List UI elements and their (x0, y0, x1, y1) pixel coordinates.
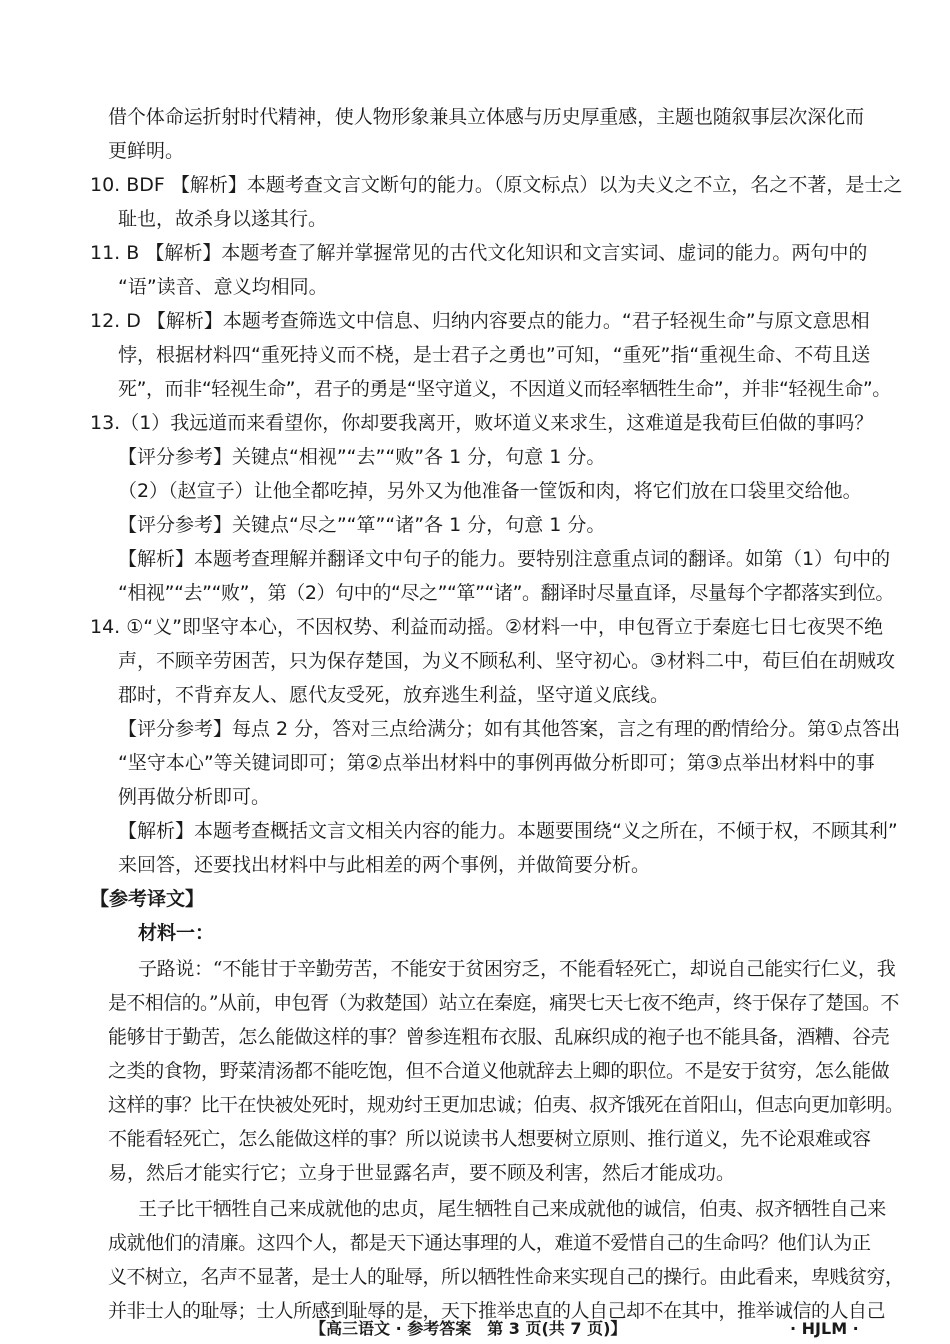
translation-line: 成就他们的清廉。这四个人，都是天下通达事理的人，难道不爱惜自己的生命吗？他们认为正 (108, 1232, 871, 1254)
scoring-note: 【评分参考】关键点“尽之”“箪”“诸”各 1 分，句意 1 分。 (118, 514, 606, 536)
analysis-note: 【解析】本题考查理解并翻译文中句子的能力。要特别注意重点词的翻译。如第（1）句中的 (118, 548, 891, 570)
translation-line: 之类的食物，野菜清汤都不能吃饱，但不合道义他就辞去上卿的职位。不是安于贫穷，怎么能做 (108, 1060, 890, 1082)
translation-line: 子路说：“不能甘于辛勤劳苦，不能安于贫困穷乏，不能看轻死亡，却说自己能实行仁义，我 (138, 958, 896, 980)
text-line: 更鲜明。 (108, 140, 185, 162)
answer-14-line: 14. ①“义”即坚守本心，不因权势、利益而动摇。②材料一中，申包胥立于秦庭七日七夜哭不绝 (90, 616, 884, 638)
scoring-note: 【评分参考】关键点“相视”“去”“败”各 1 分，句意 1 分。 (118, 446, 606, 468)
text-line: 死”，而非“轻视生命”，君子的勇是“坚守道义，不因道义而轻率牺牲生命”，并非“轻视生命”。 (118, 378, 891, 400)
answer-10-line: 10. BDF 【解析】本题考查文言文断句的能力。（原文标点）以为夫义之不立，名之不著，是士之 (90, 174, 903, 196)
answer-12-line: 12. D 【解析】本题考查筛选文中信息、归纳内容要点的能力。“君子轻视生命”与原文意思相 (90, 310, 870, 332)
translation-line: 是不相信的。”从前，申包胥（为救楚国）站立在秦庭，痛哭七天七夜不绝声，终于保存了楚国。不 (108, 992, 899, 1014)
answer-11-line: 11. B 【解析】本题考查了解并掌握常见的古代文化知识和文言实词、虚词的能力。两句中的 (90, 242, 868, 264)
translation-line: 并非士人的耻辱；士人所感到耻辱的是，天下推举忠直的人自己却不在其中，推举诚信的人自己 (108, 1300, 886, 1322)
scoring-note: 【评分参考】每点 2 分，答对三点给满分；如有其他答案，言之有理的酌情给分。第①点答出 (118, 718, 901, 740)
analysis-note: 【解析】本题考查概括文言文相关内容的能力。本题要围绕“义之所在，不倾于权，不顾其利” (118, 820, 898, 842)
translation-line: 不能看轻死亡，怎么能做这样的事？所以说读书人想要树立原则、推行道义，先不论艰难或容 (108, 1128, 871, 1150)
sub-heading: 材料一： (138, 922, 215, 944)
text-line: 例再做分析即可。 (118, 786, 271, 808)
text-line: 耻也，故杀身以遂其行。 (118, 208, 328, 230)
text-line: 来回答，还要找出材料中与此相差的两个事例，并做简要分析。 (118, 854, 651, 876)
translation-line: 王子比干牺牲自己来成就他的忠贞，尾生牺牲自己来成就他的诚信，伯夷、叔齐牺牲自己来 (138, 1198, 887, 1220)
translation-line: 这样的事？比干在快被处死时，规劝纣王更加忠诚；伯夷、叔齐饿死在首阳山，但志向更加彰明。 (108, 1094, 904, 1116)
text-line: 郡时，不背弃友人、愿代友受死，放弃逃生利益，坚守道义底线。 (118, 684, 670, 706)
text-line: “坚守本心”等关键词即可；第②点举出材料中的事例再做分析即可；第③点举出材料中的事 (118, 752, 875, 774)
section-heading: 【参考译文】 (90, 888, 205, 910)
page-footer: 【高三语文 · 参考答案 第 3 页(共 7 页)】 (310, 1319, 627, 1338)
answer-13-line: 13.（1）我远道而来看望你，你却要我离开，败坏道义来求生，这难道是我荀巨伯做的事吗？ (90, 412, 874, 434)
text-line: 声，不顾辛劳困苦，只为保存楚国，为义不顾私利、坚守初心。③材料二中，荀巨伯在胡贼攻 (118, 650, 896, 672)
text-line: 悖，根据材料四“重死持义而不桡，是士君子之勇也”可知，“重死”指“重视生命、不苟且送 (118, 344, 871, 366)
text-line: 借个体命运折射时代精神，使人物形象兼具立体感与历史厚重感，主题也随叙事层次深化而 (108, 106, 865, 128)
translation-line: 易，然后才能实行它；立身于世显露名声，要不顾及利害，然后才能成功。 (108, 1162, 736, 1184)
text-line: （2）（赵宣子）让他全都吃掉，另外又为他准备一筐饭和肉，将它们放在口袋里交给他。 (118, 480, 862, 502)
translation-line: 义不树立，名声不显著，是士人的耻辱，所以牺牲性命来实现自己的操行。由此看来，卑贱贫穷， (108, 1266, 904, 1288)
text-line: “相视”“去”“败”，第（2）句中的“尽之”“箪”“诸”。翻译时尽量直译，尽量每个字都落实到位。 (118, 582, 895, 604)
footer-code: · HJLM · (790, 1319, 859, 1338)
translation-line: 能够甘于勤苦，怎么能做这样的事？曾参连粗布衣服、乱麻织成的袍子也不能具备，酒糟、谷壳 (108, 1026, 890, 1048)
text-line: “语”读音、意义均相同。 (118, 276, 328, 298)
